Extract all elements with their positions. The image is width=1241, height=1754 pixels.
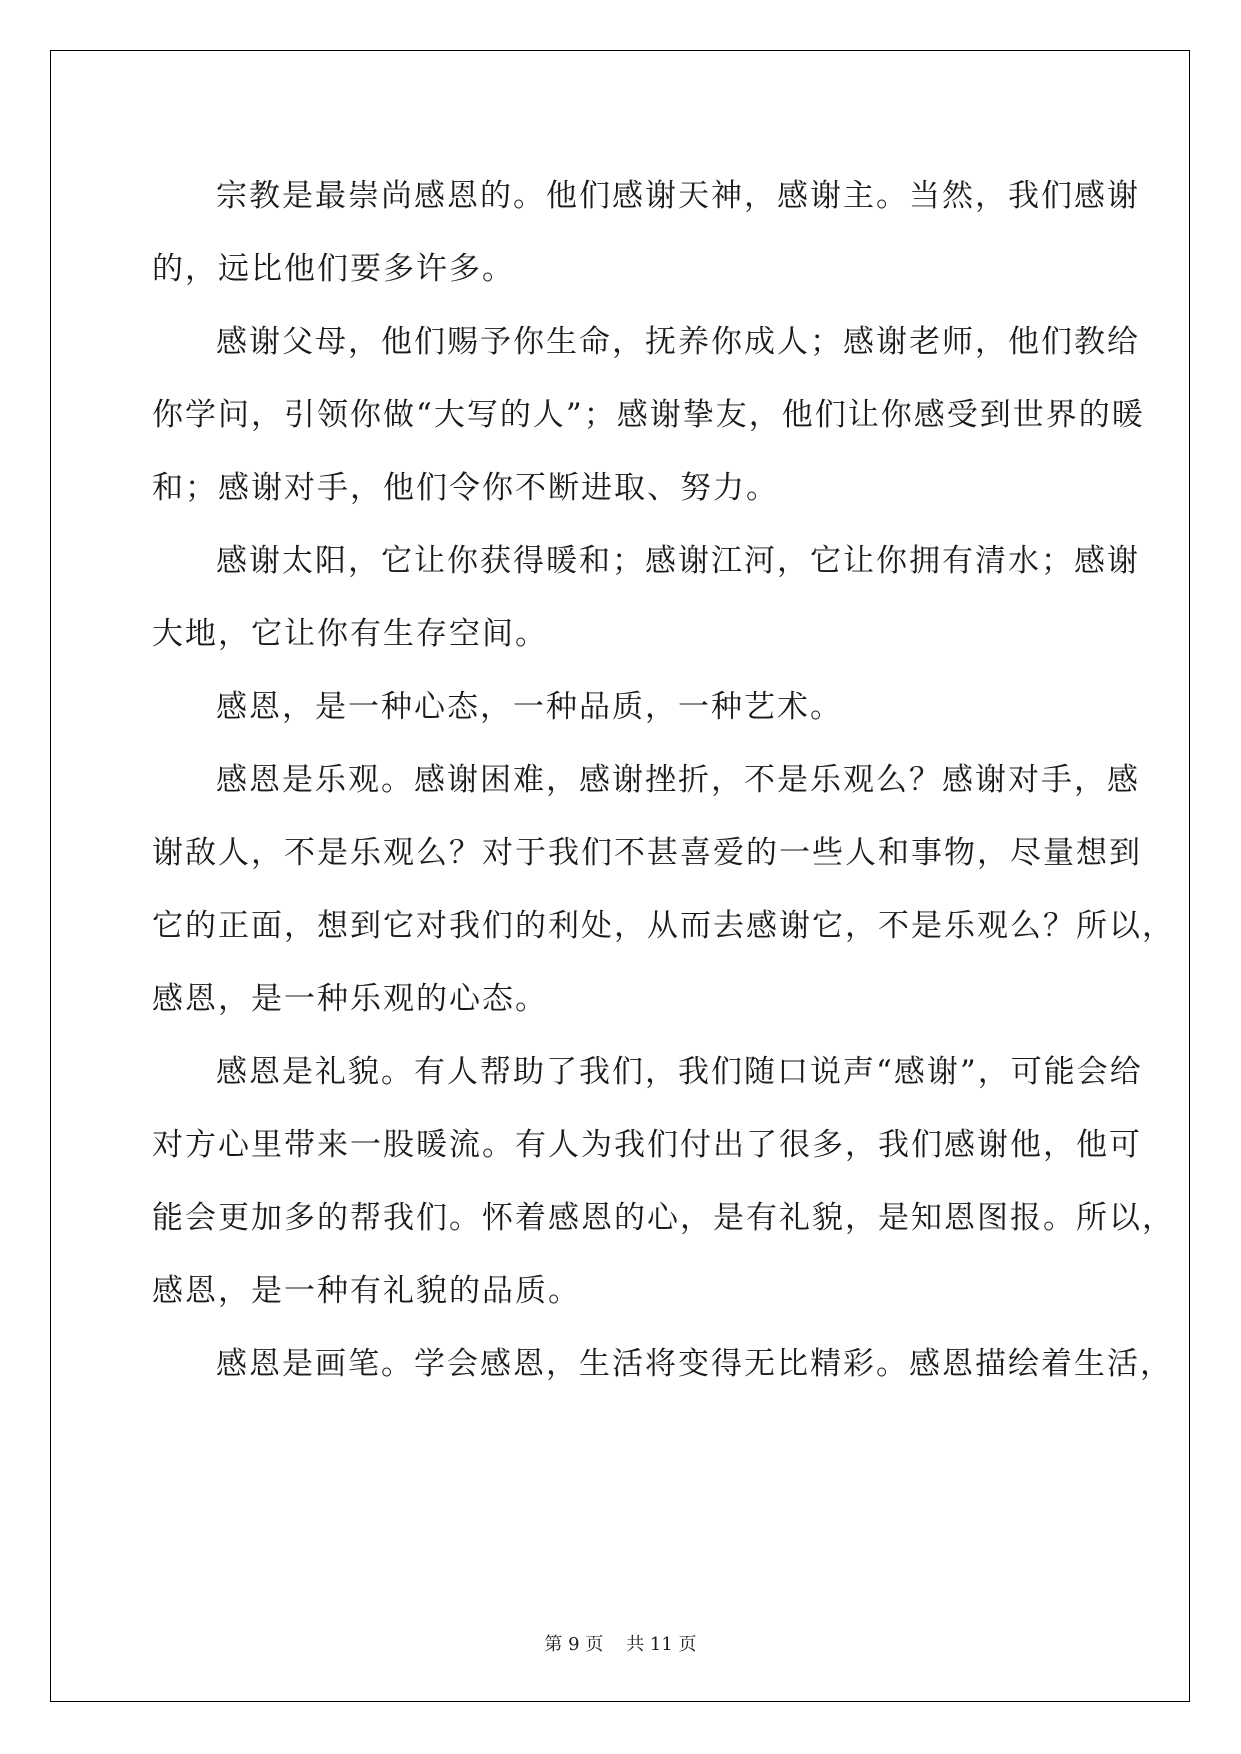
text-line: 感恩是乐观。感谢困难，感谢挫折，不是乐观么？感谢对手，感: [216, 762, 1140, 798]
text-line: 你学问，引领你做“大写的人”；感谢挚友，他们让你感受到世界的暖: [152, 397, 1145, 433]
text-line: 感恩是礼貌。有人帮助了我们，我们随口说声“感谢”，可能会给: [216, 1054, 1143, 1090]
page-footer: [0, 1630, 1241, 1656]
text-line: 感恩，是一种有礼貌的品质。: [152, 1273, 581, 1309]
text-line: 谢敌人，不是乐观么？对于我们不甚喜爱的一些人和事物，尽量想到: [152, 835, 1142, 871]
text-line: 和；感谢对手，他们令你不断进取、努力。: [152, 470, 779, 506]
text-line: 它的正面，想到它对我们的利处，从而去感谢它，不是乐观么？所以，: [152, 908, 1175, 944]
text-line: 感恩，是一种心态，一种品质，一种艺术。: [216, 689, 843, 725]
text-line: 能会更加多的帮我们。怀着感恩的心，是有礼貌，是知恩图报。所以，: [152, 1200, 1175, 1236]
document-body: [152, 160, 1175, 1401]
text-line: 感谢父母，他们赐予你生命，抚养你成人；感谢老师，他们教给: [216, 324, 1140, 360]
text-line: 感恩是画笔。学会感恩，生活将变得无比精彩。感恩描绘着生活，: [216, 1346, 1173, 1382]
text-line: 感恩，是一种乐观的心态。: [152, 981, 548, 1017]
text-line: 大地，它让你有生存空间。: [152, 616, 548, 652]
text-line: 宗教是最崇尚感恩的。他们感谢天神，感谢主。当然，我们感谢: [216, 178, 1140, 214]
page-number: 第 9 页 共 11 页: [544, 1634, 697, 1655]
text-line: 对方心里带来一股暖流。有人为我们付出了很多，我们感谢他，他可: [152, 1127, 1142, 1163]
text-line: 的，远比他们要多许多。: [152, 251, 515, 287]
text-line: 感谢太阳，它让你获得暖和；感谢江河，它让你拥有清水；感谢: [216, 543, 1140, 579]
